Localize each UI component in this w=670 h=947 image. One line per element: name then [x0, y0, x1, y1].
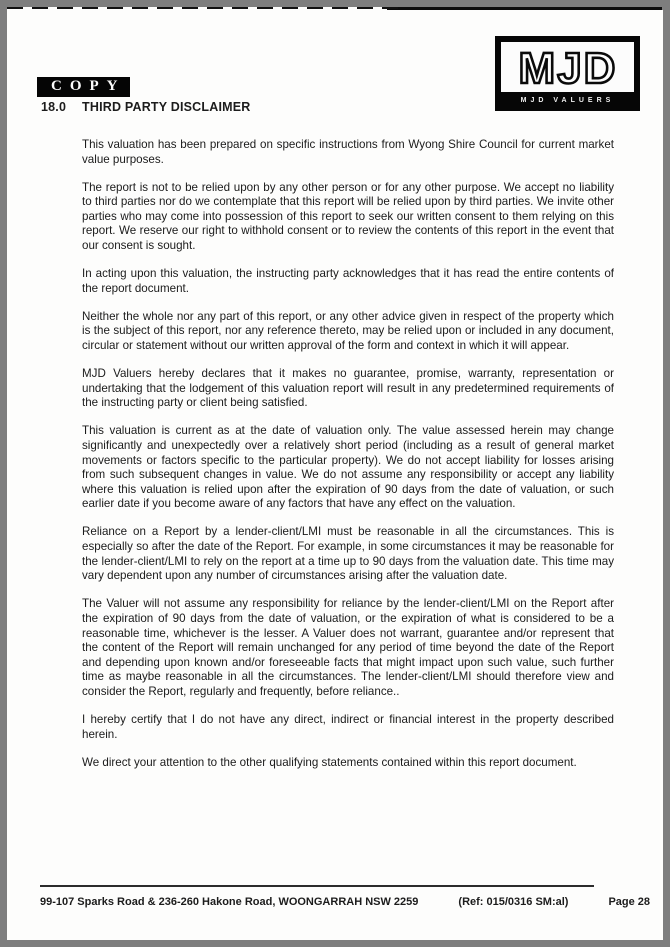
copy-stamp: COPY	[37, 77, 130, 97]
paragraph: Reliance on a Report by a lender-client/LMI must be reasonable in all the circumstances. This is especially so after the date of the Report. For example, in some circumstances it may be reasonable for the lender-client/LMI to rely on the report at a time up to 90 days from the valuation date. This time may vary dependent upon any number of circumstances arising after the valuation date.	[82, 525, 614, 583]
footer-page-number: Page 28	[608, 896, 651, 908]
mjd-valuers-logo	[495, 36, 640, 111]
page-footer	[40, 885, 651, 908]
paragraph: We direct your attention to the other qualifying statements contained within this report document.	[82, 755, 577, 769]
paragraph: I hereby certify that I do not have any direct, indirect or financial interest in the property described herein.	[82, 713, 614, 741]
paragraph: The report is not to be relied upon by any other person or for any other purpose. We accept no liability to third parties nor do we contemplate that this report will be relied upon by third parties. We invite other parties who may come into possession of this report to seek our written consent to them relying on this report. We reserve our right to withhold consent or to review the contents of this report in the event that our consent is sought.	[82, 180, 614, 253]
paragraph: In acting upon this valuation, the instructing party acknowledges that it has read the entire contents of the report document.	[82, 267, 614, 295]
svg-text:MJD: MJD	[518, 44, 617, 91]
paragraph: This valuation is current as at the date of valuation only. The value assessed herein may change significantly and unexpectedly over a relatively short period (including as a result of general market movements or factors specific to the particular property). We do not accept liability for losses arising from such subsequent changes in value. We do not assume any responsibility or accept any liability where this valuation is relied upon after the expiration of 90 days from the date of valuation, or such earlier date if you become aware of any factors that have any effect on the valuation.	[82, 424, 614, 511]
footer-reference-number: (Ref: 015/0316 SM:al)	[458, 896, 569, 908]
paragraph: The Valuer will not assume any responsibility for reliance by the lender-client/LMI on the Report after the expiration of 90 days from the date of valuation, or the expiration of what is considered to be a reasonable time, whichever is the lesser. A Valuer does not warrant, guarantee and/or represent that the content of the Report will remain unchanged for any period of time beyond the date of the Report and depending upon known and/or foreseeable facts that might impact upon such value, such further time as maybe reasonable in all the circumstances. The lender-client/LMI should therefore view and consider the Report, regularly and frequently, before reliance..	[82, 597, 614, 698]
paragraph: Neither the whole nor any part of this report, or any other advice given in respect of the property which is the subject of this report, nor any reference thereto, may be relied upon or included in any document, circular or statement without our written approval of the form and context in which it will appear.	[82, 309, 614, 353]
disclaimer-body	[82, 138, 614, 784]
footer-row	[40, 896, 651, 908]
mjd-logo-letters	[501, 42, 634, 92]
mjd-logo-graphic	[507, 43, 629, 91]
scan-artifact-top-line	[7, 7, 663, 10]
section-heading	[41, 100, 251, 114]
footer-property-address: 99-107 Sparks Road & 236-260 Hakone Road, WOONGARRAH NSW 2259	[40, 896, 419, 908]
section-title: THIRD PARTY DISCLAIMER	[82, 100, 251, 114]
paragraph: This valuation has been prepared on specific instructions from Wyong Shire Council for current market value purposes.	[82, 138, 614, 166]
paragraph: MJD Valuers hereby declares that it makes no guarantee, promise, warranty, representation or undertaking that the lodgement of this valuation report will result in any predetermined requirements of the instructing party or client being satisfied.	[82, 367, 614, 410]
mjd-logo-caption: MJD VALUERS	[520, 97, 615, 104]
section-number: 18.0	[41, 100, 67, 114]
footer-divider-line	[40, 885, 594, 887]
